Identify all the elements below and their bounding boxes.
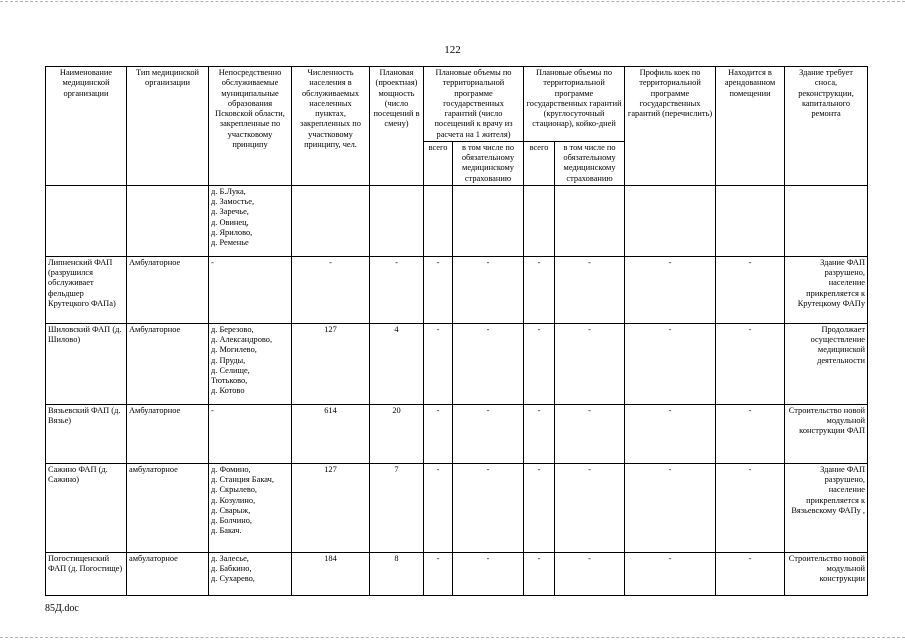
repair-note: Здание ФАП разрушено, население прикрепляется к Вязьевскому ФАПу ,: [785, 463, 868, 552]
visits-oms: -: [453, 552, 524, 595]
facilities-table: [45, 66, 868, 596]
visits-total: -: [424, 256, 453, 323]
bed-profile: -: [625, 256, 716, 323]
bed-profile: -: [625, 323, 716, 404]
facility-settlements: [209, 256, 292, 323]
hospital-total: -: [524, 552, 555, 595]
hospital-total: -: [524, 463, 555, 552]
repair-note: Здание ФАП разрушено, население прикрепляется к Крутецкому ФАПу: [785, 256, 868, 323]
subheader-visits-total: всего: [424, 141, 453, 185]
settlement: д. Замостье,: [211, 197, 255, 206]
hospital-oms: -: [555, 323, 625, 404]
settlement: д. Заречье,: [211, 207, 249, 217]
header-volume-visits: Плановые объемы по территориальной программе государственных гарантий (число посещений к врачу из расчета на 1 жителя): [424, 67, 524, 142]
population-value: -: [292, 256, 370, 323]
visits-total: -: [424, 323, 453, 404]
settlement: д. Овинец,: [211, 217, 249, 227]
facility-settlements: [209, 552, 292, 595]
settlement: -: [211, 405, 214, 415]
table-row: [46, 463, 868, 552]
facility-type: Амбулаторное: [127, 323, 209, 404]
visits-oms: -: [453, 323, 524, 404]
continuation-row: [46, 185, 868, 256]
facility-type: амбулаторное: [127, 552, 209, 595]
bed-profile: -: [625, 404, 716, 463]
visits-total: -: [424, 552, 453, 595]
table-row: [46, 256, 868, 323]
settlement: д. Котово: [211, 386, 245, 396]
settlement: Тютьково,: [211, 376, 248, 385]
hospital-oms: -: [555, 404, 625, 463]
population-value: 127: [292, 323, 370, 404]
header-type: Тип медицинской организации: [127, 67, 209, 186]
settlement: д. Ременье: [211, 238, 249, 247]
settlement: д. Селище,: [211, 365, 250, 375]
table-body: [46, 185, 868, 595]
header-repair: Здание требует сноса, реконструкции, капитального ремонта: [785, 67, 868, 186]
settlement: д. Станция Бакач,: [211, 475, 274, 484]
capacity-value: 8: [370, 552, 424, 595]
hospital-total: -: [524, 256, 555, 323]
settlement: д. Сварыж,: [211, 505, 251, 515]
header-volume-hospital: Плановые объемы по территориальной программе государственных гарантий (круглосуточный стационар), койко-дней: [524, 67, 625, 142]
hospital-oms: -: [555, 552, 625, 595]
header-population: Численность населения в обслуживаемых населенных пунктах, закрепленных по участковому принципу, чел.: [292, 67, 370, 186]
facility-type: Амбулаторное: [127, 404, 209, 463]
visits-oms: -: [453, 256, 524, 323]
facility-name: Липненский ФАП (разрушился обслуживает фельдшер Крутецкого ФАПа): [46, 256, 127, 323]
population-value: 184: [292, 552, 370, 595]
rented-value: -: [716, 256, 785, 323]
header-capacity: Плановая (проектная) мощность (число посещений в смену): [370, 67, 424, 186]
bed-profile: -: [625, 552, 716, 595]
table-row: [46, 323, 868, 404]
repair-note: Строительство новой модульной конструкции ФАП: [785, 404, 868, 463]
header-rented: Находится в арендованном помещении: [716, 67, 785, 186]
hospital-total: -: [524, 404, 555, 463]
header-served: Непосредственно обслуживаемые муниципальные образования Псковской области, закрепленные по участковому принципу: [209, 67, 292, 186]
footer-filename: 85Д.doc: [45, 603, 79, 614]
facility-name: Сажино ФАП (д. Сажино): [46, 463, 127, 552]
capacity-value: -: [370, 256, 424, 323]
bed-profile: -: [625, 463, 716, 552]
visits-oms: -: [453, 404, 524, 463]
scan-edge-bottom: [0, 637, 905, 638]
hospital-total: -: [524, 323, 555, 404]
settlement: д. Бакач.: [211, 526, 242, 536]
settlement: д. Залесье,: [211, 553, 249, 563]
hospital-oms: -: [555, 463, 625, 552]
settlement: д. Скрылево,: [211, 485, 257, 495]
settlement: д. Пруды,: [211, 355, 246, 365]
hospital-oms: -: [555, 256, 625, 323]
table-row: [46, 404, 868, 463]
subheader-hospital-total: всего: [524, 141, 555, 185]
facility-settlements: [209, 463, 292, 552]
table-row: [46, 552, 868, 595]
settlement: д. Козулино,: [211, 495, 256, 505]
settlement: -: [211, 257, 214, 267]
facility-name: Вязьевский ФАП (д. Вязье): [46, 404, 127, 463]
page-number: 122: [444, 44, 461, 56]
capacity-value: 7: [370, 463, 424, 552]
visits-oms: -: [453, 463, 524, 552]
settlement: д. Б.Лука,: [211, 186, 246, 196]
settlement: д. Александрово,: [211, 335, 273, 344]
capacity-value: 4: [370, 323, 424, 404]
facility-type: Амбулаторное: [127, 256, 209, 323]
facility-type: амбулаторное: [127, 463, 209, 552]
population-value: 614: [292, 404, 370, 463]
settlement: д. Ярилово,: [211, 227, 253, 237]
settlement: д. Болчино,: [211, 516, 252, 525]
continuation-settlements: [209, 185, 292, 256]
subheader-hospital-oms: в том числе по обязательному медицинскому страхованию: [555, 141, 625, 185]
header-bed-profile: Профиль коек по территориальной программе государственных гарантий (перечислить): [625, 67, 716, 186]
settlement: д. Фомино,: [211, 464, 251, 474]
rented-value: -: [716, 463, 785, 552]
visits-total: -: [424, 463, 453, 552]
rented-value: -: [716, 323, 785, 404]
facility-name: Погостищенский ФАП (д. Погостище): [46, 552, 127, 595]
settlement: д. Могилево,: [211, 345, 257, 355]
facility-name: Шиловский ФАП (д. Шилово): [46, 323, 127, 404]
header-row: [46, 67, 868, 142]
visits-total: -: [424, 404, 453, 463]
settlement: д. Березово,: [211, 324, 254, 334]
population-value: 127: [292, 463, 370, 552]
facility-settlements: [209, 323, 292, 404]
header-name: Наименование медицинской организации: [46, 67, 127, 186]
subheader-visits-oms: в том числе по обязательному медицинскому страхованию: [453, 141, 524, 185]
capacity-value: 20: [370, 404, 424, 463]
scan-edge-top: [0, 1, 905, 2]
settlement: д. Сухарево,: [211, 574, 255, 584]
repair-note: Строительство новой модульной конструкции: [785, 552, 868, 595]
rented-value: -: [716, 552, 785, 595]
repair-note: Продолжает осуществление медицинской деятельности: [785, 323, 868, 404]
facility-settlements: [209, 404, 292, 463]
settlement: д. Бабкино,: [211, 564, 252, 573]
rented-value: -: [716, 404, 785, 463]
